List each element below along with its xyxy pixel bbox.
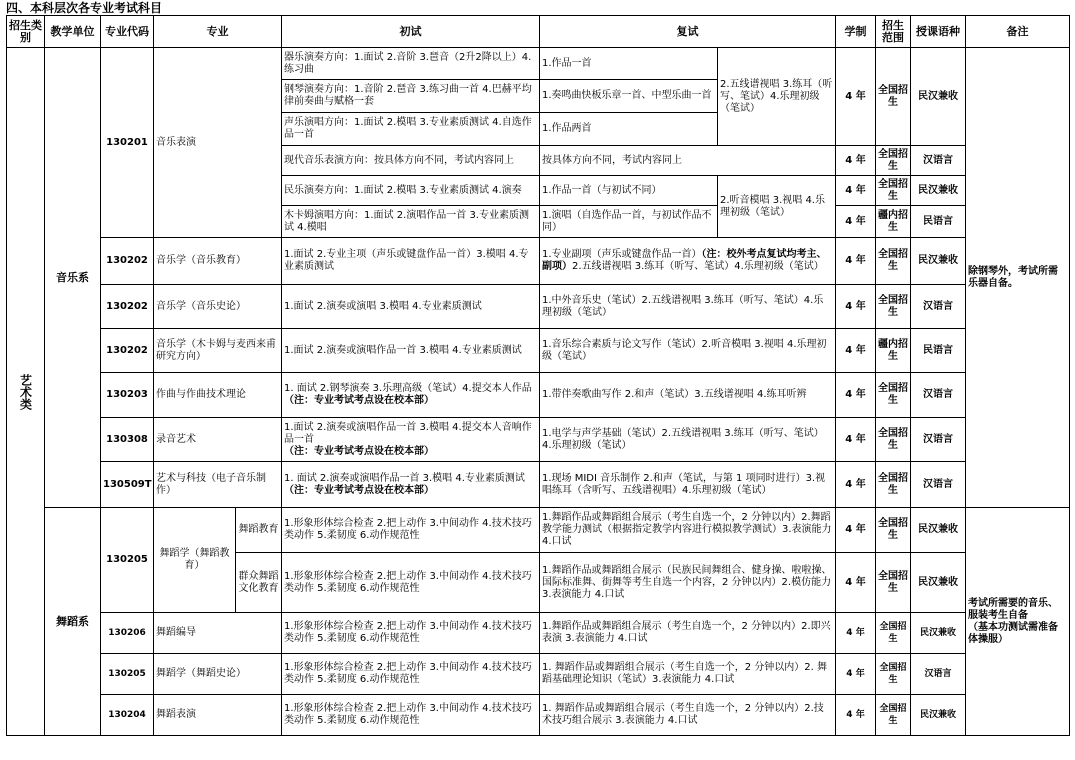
prelim-cell: 1.形象形体综合检查 2.把上动作 3.中间动作 4.技术技巧类动作 5.柔韧度 6.动作规范性 <box>282 553 540 613</box>
years-cell: 4 年 <box>836 695 876 736</box>
years-cell: 4 年 <box>836 462 876 508</box>
retest-cell: 1.演唱（自选作品一首，与初试作品不同） <box>540 206 718 238</box>
sub-major-cell: 舞蹈教育 <box>236 508 282 553</box>
prelim-cell <box>282 418 540 462</box>
lang-cell: 民汉兼收 <box>911 695 966 736</box>
years-cell: 4 年 <box>836 373 876 418</box>
prelim-cell: 1.形象形体综合检查 2.把上动作 3.中间动作 4.技术技巧类动作 5.柔韧度 6.动作规范性 <box>282 613 540 654</box>
retest-shared-cell: 2.听音模唱 3.视唱 4.乐理初级（笔试） <box>718 176 836 238</box>
header-code: 专业代码 <box>101 16 154 48</box>
major-cell: 录音艺术 <box>154 418 282 462</box>
major-cell: 音乐表演 <box>154 48 282 238</box>
prelim-text: 1.面试 2.演奏或演唱作品一首 3.模唱 4.提交本人音响作品一首 <box>284 421 532 445</box>
prelim-cell: 器乐演奏方向：1.面试 2.音阶 3.琶音（2升2降以上）4.练习曲 <box>282 48 540 80</box>
years-cell: 4 年 <box>836 329 876 373</box>
years-cell: 4 年 <box>836 146 876 176</box>
prelim-cell: 木卡姆演唱方向：1.面试 2.演唱作品一首 3.专业素质测试 4.模唱 <box>282 206 540 238</box>
prelim-cell <box>282 373 540 418</box>
exam-subjects-table <box>6 15 1070 736</box>
header-scope: 招生范围 <box>876 16 911 48</box>
retest-cell: 1.舞蹈作品或舞蹈组合展示（考生自选一个，2 分钟以内）2.舞蹈教学能力测试（根据指定教学内容进行模拟教学测试）3.表演能力 4.口试 <box>540 508 836 553</box>
header-unit: 教学单位 <box>45 16 101 48</box>
lang-cell: 汉语言 <box>911 418 966 462</box>
code-cell: 130201 <box>101 48 154 238</box>
years-cell: 4 年 <box>836 285 876 329</box>
scope-cell: 全国招生 <box>876 285 911 329</box>
retest-text: 2.五线谱视唱 3.练耳（听写、笔试）4.乐理初级（笔试） <box>572 261 824 272</box>
prelim-text: 1. 面试 2.演奏或演唱作品一首 3.模唱 4.专业素质测试 <box>284 472 525 484</box>
prelim-cell: 1.形象形体综合检查 2.把上动作 3.中间动作 4.技术技巧类动作 5.柔韧度 6.动作规范性 <box>282 508 540 553</box>
prelim-cell: 民乐演奏方向：1.面试 2.模唱 3.专业素质测试 4.演奏 <box>282 176 540 206</box>
retest-cell: 1.作品一首（与初试不同） <box>540 176 718 206</box>
code-cell: 130204 <box>101 695 154 736</box>
note-cell <box>966 508 1070 736</box>
prelim-cell: 现代音乐表演方向：按具体方向不同，考试内容同上 <box>282 146 540 176</box>
header-prelim: 初试 <box>282 16 540 48</box>
retest-cell: 1.作品一首 <box>540 48 718 80</box>
retest-cell: 1.电学与声学基础（笔试）2.五线谱视唱 3.练耳（听写、笔试）4.乐理初级（笔试） <box>540 418 836 462</box>
retest-note: （注：校外考点复试均考主、副项） <box>542 249 827 272</box>
prelim-note: （注：专业考试考点设在校本部） <box>284 395 434 406</box>
scope-cell: 全国招生 <box>876 176 911 206</box>
scope-cell: 全国招生 <box>876 654 911 695</box>
scope-cell: 全国招生 <box>876 695 911 736</box>
retest-cell <box>540 238 836 285</box>
lang-cell: 汉语言 <box>911 654 966 695</box>
years-cell: 4 年 <box>836 206 876 238</box>
code-cell: 130308 <box>101 418 154 462</box>
code-cell: 130202 <box>101 285 154 329</box>
scope-cell: 全国招生 <box>876 146 911 176</box>
lang-cell: 民汉兼收 <box>911 508 966 553</box>
header-retest: 复试 <box>540 16 836 48</box>
years-cell: 4 年 <box>836 418 876 462</box>
major-cell: 作曲与作曲技术理论 <box>154 373 282 418</box>
scope-cell: 全国招生 <box>876 373 911 418</box>
major-cell: 音乐学（木卡姆与麦西来甫研究方向） <box>154 329 282 373</box>
retest-cell: 1.作品两首 <box>540 113 718 146</box>
retest-cell: 1.舞蹈作品或舞蹈组合展示（考生自选一个，2 分钟以内）2.即兴表演 3.表演能力 4.口试 <box>540 613 836 654</box>
code-cell: 130509T <box>101 462 154 508</box>
scope-cell: 全国招生 <box>876 238 911 285</box>
lang-cell: 汉语言 <box>911 146 966 176</box>
header-major: 专业 <box>154 16 282 48</box>
page-title: 四、本科层次各专业考试科目 <box>6 1 163 15</box>
scope-cell: 疆内招生 <box>876 206 911 238</box>
major-cell: 音乐学（音乐史论） <box>154 285 282 329</box>
major-cell: 舞蹈学（舞蹈教育） <box>154 508 236 613</box>
scope-cell: 全国招生 <box>876 462 911 508</box>
years-cell: 4 年 <box>836 553 876 613</box>
retest-cell: 按具体方向不同，考试内容同上 <box>540 146 836 176</box>
scope-cell: 全国招生 <box>876 418 911 462</box>
scope-cell: 全国招生 <box>876 508 911 553</box>
code-cell: 130206 <box>101 613 154 654</box>
lang-cell: 汉语言 <box>911 373 966 418</box>
retest-cell: 1.舞蹈作品或舞蹈组合展示（民族民间舞组合、健身操、啦啦操、国际标准舞、街舞等考生自选一个内容，2 分钟以内）2.模仿能力 3.表演能力 4.口试 <box>540 553 836 613</box>
category-cell <box>7 48 45 736</box>
retest-cell: 1.带伴奏歌曲写作 2.和声（笔试）3.五线谱视唱 4.练耳听辨 <box>540 373 836 418</box>
years-cell: 4 年 <box>836 613 876 654</box>
years-cell: 4 年 <box>836 654 876 695</box>
code-cell: 130205 <box>101 654 154 695</box>
major-cell: 舞蹈编导 <box>154 613 282 654</box>
lang-cell: 民汉兼收 <box>911 238 966 285</box>
scope-cell: 全国招生 <box>876 553 911 613</box>
prelim-cell: 声乐演唱方向：1.面试 2.模唱 3.专业素质测试 4.自选作品一首 <box>282 113 540 146</box>
major-cell: 舞蹈学（舞蹈史论） <box>154 654 282 695</box>
years-cell: 4 年 <box>836 238 876 285</box>
scope-cell: 全国招生 <box>876 613 911 654</box>
code-cell: 130202 <box>101 238 154 285</box>
prelim-text: 1. 面试 2.钢琴演奏 3.乐理高级（笔试）4.提交本人作品 <box>284 383 532 394</box>
retest-cell: 1. 舞蹈作品或舞蹈组合展示（考生自选一个，2 分钟以内）2. 舞蹈基础理论知识（笔试）3.表演能力 4.口试 <box>540 654 836 695</box>
years-cell: 4 年 <box>836 176 876 206</box>
prelim-cell: 钢琴演奏方向：1.音阶 2.琶音 3.练习曲一首 4.巴赫平均律前奏曲与赋格一套 <box>282 80 540 113</box>
header-category: 招生类别 <box>7 16 45 48</box>
header-years: 学制 <box>836 16 876 48</box>
prelim-cell <box>282 462 540 508</box>
years-cell: 4 年 <box>836 508 876 553</box>
major-cell: 舞蹈表演 <box>154 695 282 736</box>
lang-cell: 民语言 <box>911 206 966 238</box>
lang-cell: 汉语言 <box>911 285 966 329</box>
major-cell: 音乐学（音乐教育） <box>154 238 282 285</box>
years-cell: 4 年 <box>836 48 876 146</box>
code-cell: 130205 <box>101 508 154 613</box>
prelim-cell: 1.面试 2.专业主项（声乐或键盘作品一首）3.模唱 4.专业素质测试 <box>282 238 540 285</box>
retest-cell: 1. 舞蹈作品或舞蹈组合展示（考生自选一个，2 分钟以内）2.技术技巧组合展示 3.表演能力 4.口试 <box>540 695 836 736</box>
retest-cell: 1.现场 MIDI 音乐制作 2.和声（笔试，与第 1 项同时进行）3.视唱练耳（含听写、五线谱视唱）4.乐理初级（笔试） <box>540 462 836 508</box>
lang-cell: 民汉兼收 <box>911 48 966 146</box>
major-cell: 艺术与科技（电子音乐制作） <box>154 462 282 508</box>
prelim-note: （注：专业考试考点设在校本部） <box>284 484 434 496</box>
prelim-cell: 1.形象形体综合检查 2.把上动作 3.中间动作 4.技术技巧类动作 5.柔韧度 6.动作规范性 <box>282 695 540 736</box>
lang-cell: 民语言 <box>911 329 966 373</box>
prelim-cell: 1.面试 2.演奏或演唱作品一首 3.模唱 4.专业素质测试 <box>282 329 540 373</box>
lang-cell: 民汉兼收 <box>911 553 966 613</box>
note-sub: （基本功测试需准备体操服） <box>968 621 1058 645</box>
lang-cell: 汉语言 <box>911 462 966 508</box>
prelim-cell: 1.形象形体综合检查 2.把上动作 3.中间动作 4.技术技巧类动作 5.柔韧度 6.动作规范性 <box>282 654 540 695</box>
note-cell: 除钢琴外，考试所需乐器自备。 <box>966 48 1070 508</box>
retest-cell: 1.音乐综合素质与论文写作（笔试）2.听音模唱 3.视唱 4.乐理初级（笔试） <box>540 329 836 373</box>
lang-cell: 民汉兼收 <box>911 176 966 206</box>
lang-cell: 民汉兼收 <box>911 613 966 654</box>
category-label: 艺术类 <box>18 373 33 410</box>
sub-major-cell: 群众舞蹈文化教育 <box>236 553 282 613</box>
code-cell: 130202 <box>101 329 154 373</box>
retest-cell: 1.中外音乐史（笔试）2.五线谱视唱 3.练耳（听写、笔试）4.乐理初级（笔试） <box>540 285 836 329</box>
retest-cell: 1.奏鸣曲快板乐章一首、中型乐曲一首 <box>540 80 718 113</box>
prelim-cell: 1.面试 2.演奏或演唱 3.模唱 4.专业素质测试 <box>282 285 540 329</box>
prelim-note: （注：专业考试考点设在校本部） <box>284 445 434 457</box>
retest-shared-cell: 2.五线谱视唱 3.练耳（听写、笔试）4.乐理初级（笔试） <box>718 48 836 146</box>
code-cell: 130203 <box>101 373 154 418</box>
retest-text: 1.专业副项（声乐或键盘作品一首） <box>542 249 702 260</box>
scope-cell: 疆内招生 <box>876 329 911 373</box>
note-text: 考试所需要的音乐、服装考生自备 <box>968 597 1058 621</box>
header-lang: 授课语种 <box>911 16 966 48</box>
scope-cell: 全国招生 <box>876 48 911 146</box>
header-note: 备注 <box>966 16 1070 48</box>
music-dept: 音乐系 <box>45 48 101 508</box>
dance-dept: 舞蹈系 <box>45 508 101 736</box>
